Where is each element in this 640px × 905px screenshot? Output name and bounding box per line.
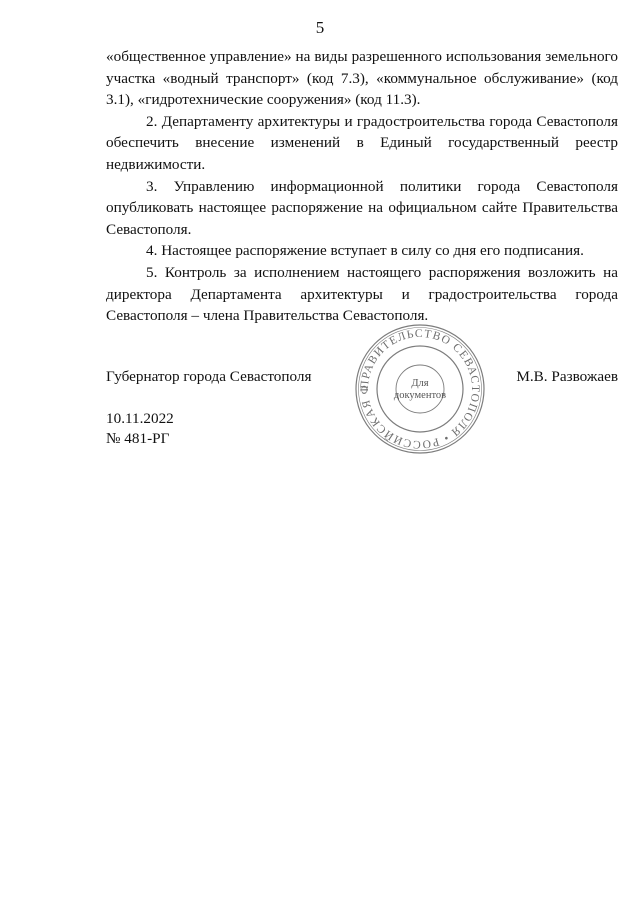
signatory-name: М.В. Развожаев — [516, 368, 618, 385]
signatory-title: Губернатор города Севастополя — [106, 368, 312, 385]
seal-center-line2: документов — [393, 390, 447, 401]
document-body — [106, 46, 618, 327]
seal-outer-text: ПРАВИТЕЛЬСТВО СЕВАСТОПОЛЯ • РОССИЙСКАЯ Ф — [358, 327, 482, 451]
paragraph-item-2: 2. Департаменту архитектуры и градостроительства города Севастополя обеспечить внесение изменений в Единый государственный реестр недвижимости. — [106, 112, 618, 173]
seal-center-line1: Для — [411, 378, 429, 389]
paragraph-item-3: 3. Управлению информационной политики города Севастополя опубликовать настоящее распоряжение на официальном сайте Правительства Севастополя. — [106, 177, 618, 238]
official-seal — [352, 322, 488, 456]
paragraph-item-4: 4. Настоящее распоряжение вступает в силу со дня его подписания. — [146, 242, 584, 260]
document-number: № 481-РГ — [106, 430, 170, 447]
page-number: 5 — [315, 18, 325, 37]
document-date: 10.11.2022 — [106, 410, 174, 427]
seal-stamp-icon — [352, 322, 488, 456]
paragraph-item-5: 5. Контроль за исполнением настоящего распоряжения возложить на директора Департамента архитектуры и градостроительства города Севастополя – члена Правительства Севастополя. — [106, 263, 618, 325]
paragraph-continuation: «общественное управление» на виды разрешенного использования земельного участка «водный транспорт» (код 7.3), «коммунальное обслуживание» (код 3.1), «гидротехнические сооружения» (код 11.3). — [106, 48, 618, 109]
